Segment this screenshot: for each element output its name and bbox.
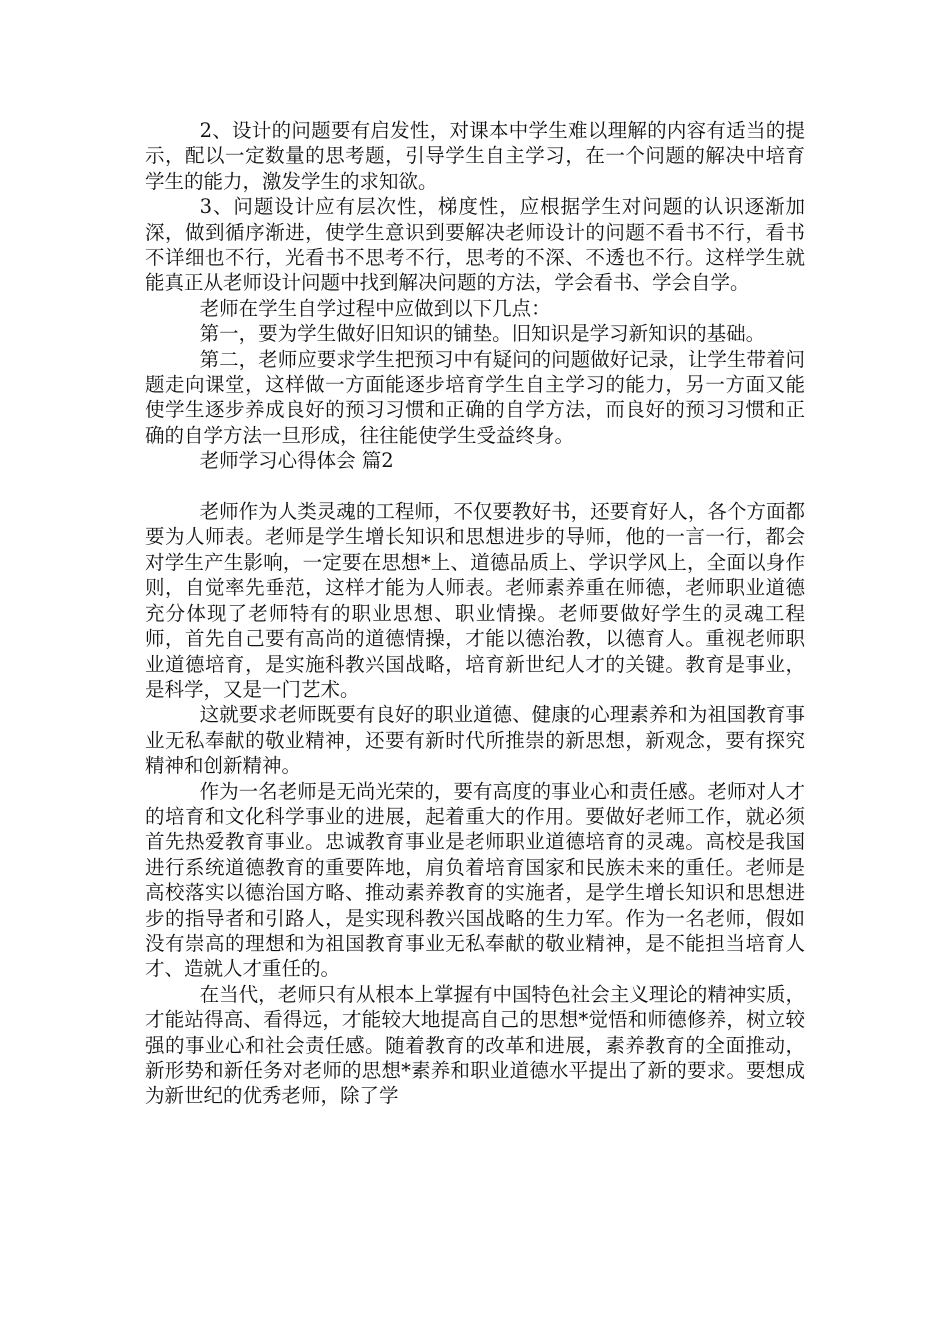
paragraph: 第二，老师应要求学生把预习中有疑问的问题做好记录，让学生带着问题走向课堂，这样做一方面能逐步培育学生自主学习的能力，另一方面又能使学生逐步养成良好的预习习惯和正确的自学方法，而良好的预习习惯和正确的自学方法一旦形成，往往能使学生受益终身。 — [145, 347, 805, 447]
paragraph: 在当代，老师只有从根本上掌握有中国特色社会主义理论的精神实质，才能站得高、看得远，才能较大地提高自己的思想*觉悟和师德修养，树立较强的事业心和社会责任感。随着教育的改革和进展，素养教育的全面推动，新形势和新任务对老师的思想*素养和职业道德水平提出了新的要求。要想成为新世纪的优秀老师，除了学 — [145, 982, 805, 1108]
paragraph: 作为一名老师是无尚光荣的，要有高度的事业心和责任感。老师对人才的培育和文化科学事业的进展，起着重大的作用。要做好老师工作，就必须首先热爱教育事业。忠诚教育事业是老师职业道德培育的灵魂。高校是我国进行系统道德教育的重要阵地，肩负着培育国家和民族未来的重任。老师是高校落实以德治国方略、推动素养教育的实施者，是学生增长知识和思想进步的指导者和引路人，是实现科教兴国战略的生力军。作为一名老师，假如没有崇高的理想和为祖国教育事业无私奉献的敬业精神，是不能担当培育人才、造就人才重任的。 — [145, 779, 805, 981]
paragraph: 老师作为人类灵魂的工程师，不仅要教好书，还要育好人，各个方面都要为人师表。老师是学生增长知识和思想进步的导师，他的一言一行，都会对学生产生影响，一定要在思想*上、道德品质上、学识学风上，全面以身作则，自觉率先垂范，这样才能为人师表。老师素养重在师德，老师职业道德充分体现了老师特有的职业思想、职业情操。老师要做好学生的灵魂工程师，首先自己要有高尚的道德情操，才能以德治教，以德育人。重视老师职业道德培育，是实施科教兴国战略，培育新世纪人才的关键。教育是事业，是科学，又是一门艺术。 — [145, 500, 805, 701]
blank-line — [145, 474, 805, 499]
paragraph: 第一，要为学生做好旧知识的铺垫。旧知识是学习新知识的基础。 — [199, 322, 766, 346]
paragraph: 3、问题设计应有层次性，梯度性，应根据学生对问题的认识逐渐加深，做到循序渐进，使学生意识到要解决老师设计的问题不看书不行，看书不详细也不行，光看书不思考不行，思考的不深、不透也不行。这样学生就能真正从老师设计问题中找到解决问题的方法，学会看书、学会自学。 — [145, 195, 805, 295]
section-title: 老师学习心得体会 篇2 — [199, 449, 394, 473]
document-page — [145, 118, 805, 1109]
paragraph: 老师在学生自学过程中应做到以下几点： — [199, 296, 551, 320]
paragraph: 2、设计的问题要有启发性，对课本中学生难以理解的内容有适当的提示，配以一定数量的思考题，引导学生自主学习，在一个问题的解决中培育学生的能力，激发学生的求知欲。 — [145, 119, 805, 193]
paragraph: 这就要求老师既要有良好的职业道德、健康的心理素养和为祖国教育事业无私奉献的敬业精神，还要有新时代所推崇的新思想，新观念，要有探究精神和创新精神。 — [145, 703, 805, 778]
